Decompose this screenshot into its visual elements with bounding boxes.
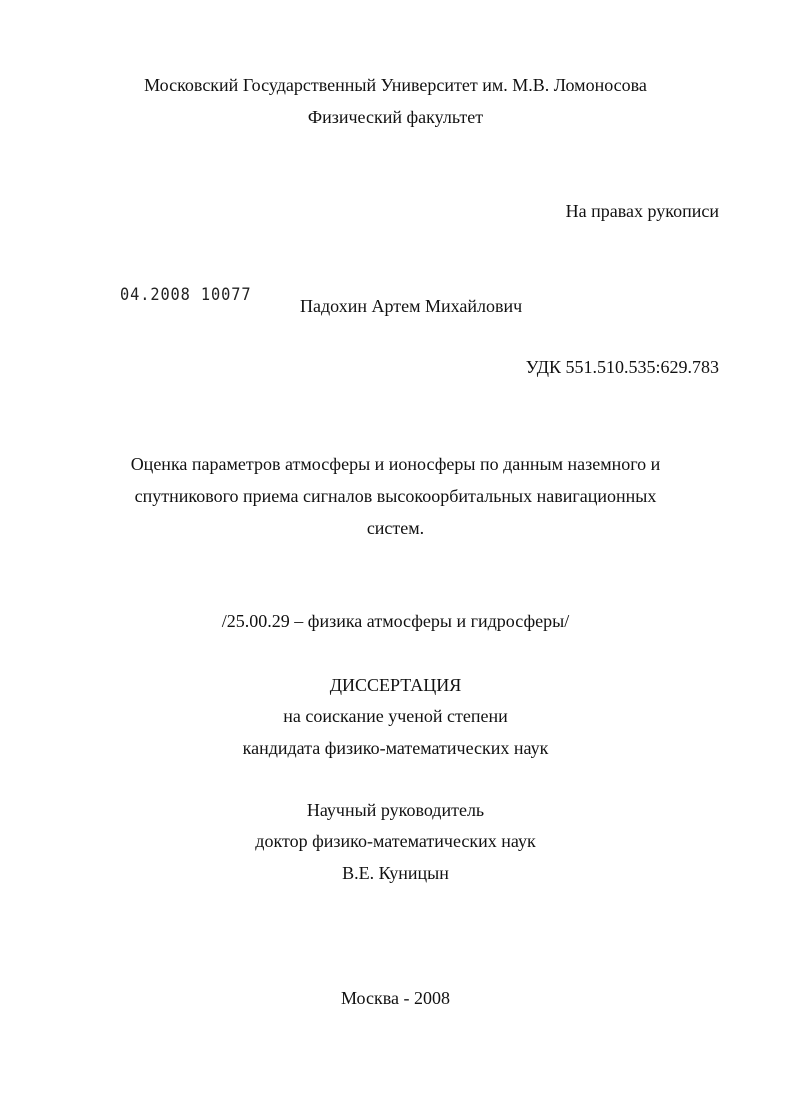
title-line-3: систем. [366,518,425,538]
title-line-2: спутникового приема сигналов высокоорбитальных навигационных [134,486,657,506]
degree-purpose: на соискание ученой степени [283,706,508,726]
document-type-heading: ДИССЕРТАЦИЯ [329,675,462,695]
registration-stamp: 04.2008 10077 [120,285,252,305]
degree-name: кандидата физико-математических наук [242,738,549,758]
supervisor-name: В.Е. Куницын [342,863,449,883]
title-line-1: Оценка параметров атмосферы и ионосферы по данным наземного и [130,454,661,474]
manuscript-rights-note: На правах рукописи [565,201,719,221]
author-name: Падохин Артем Михайлович [300,296,523,316]
supervisor-label: Научный руководитель [306,800,485,820]
place-and-year: Москва - 2008 [341,988,450,1008]
university-name: Московский Государственный Университет им. М.В. Ломоносова [144,75,647,95]
faculty-name: Физический факультет [307,107,484,127]
udc-code: УДК 551.510.535:629.783 [525,357,719,377]
specialty-code: /25.00.29 – физика атмосферы и гидросферы/ [221,611,570,631]
supervisor-degree: доктор физико-математических наук [255,831,536,851]
